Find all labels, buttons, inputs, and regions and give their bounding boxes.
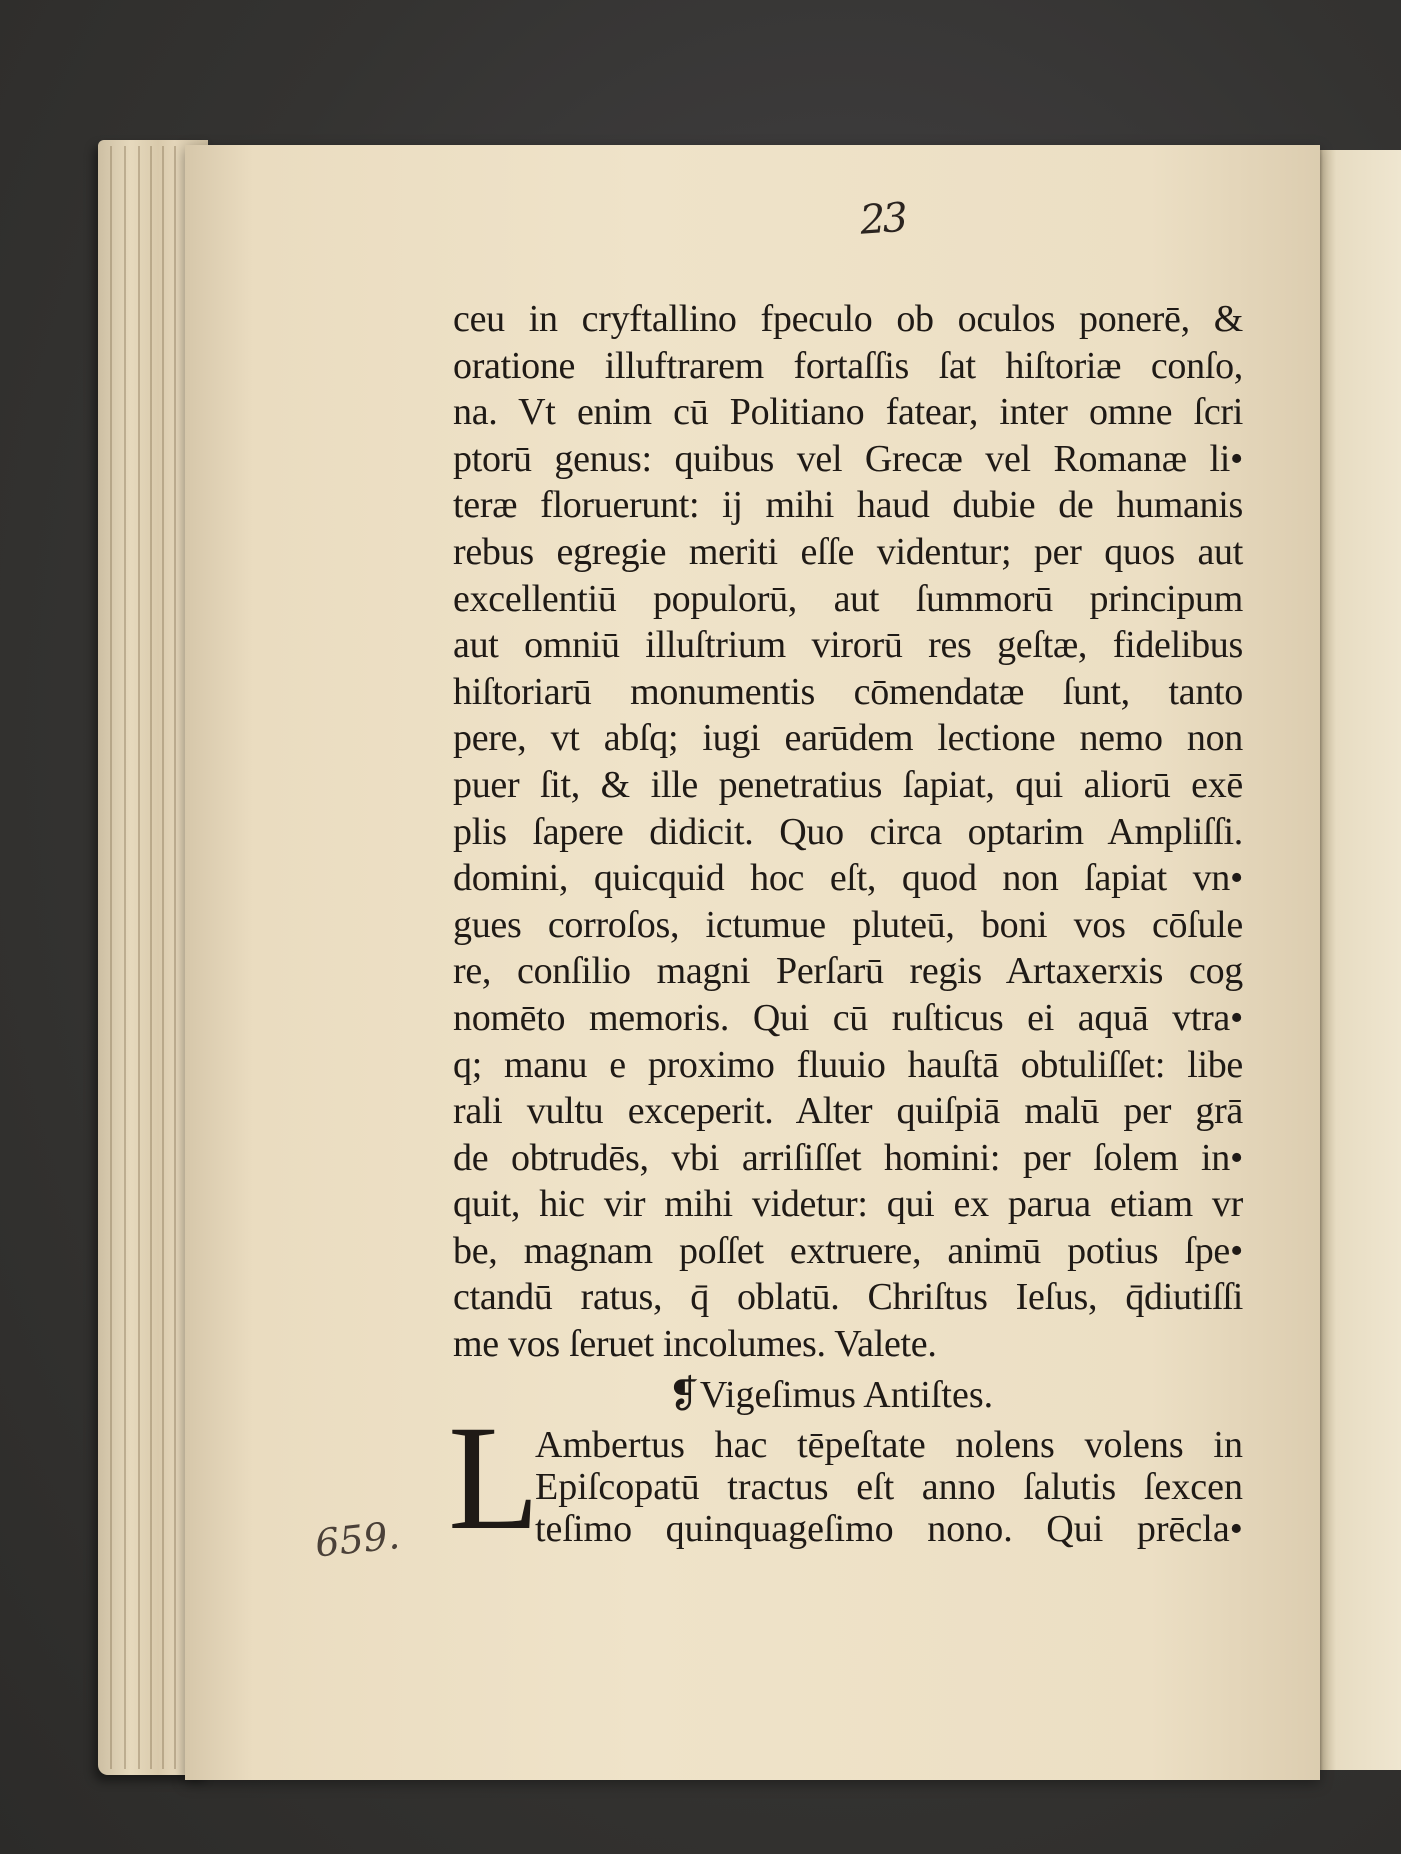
text-line: pere, vt abſq; iugi earūdem lectione nemo non — [453, 717, 1243, 760]
text-line: Ambertus hac tēpeſtate nolens volens in — [535, 1424, 1243, 1466]
text-line: oratione illuftrarem fortaſſis ſat hiſtoriæ conſo, — [453, 344, 1243, 387]
text-line: ctandū ratus, q̄ oblatū. Chriſtus Ieſus, q̄diutiſſi — [453, 1276, 1243, 1319]
text-line: re, conſilio magni Perſarū regis Artaxerxis cog — [453, 950, 1243, 993]
section-heading: ❡Vigeſimus Antiſtes. — [668, 1374, 994, 1416]
text-line: ceu in cryftallino fpeculo ob oculos ponerē, & — [453, 298, 1243, 340]
text-line: hiſtoriarū monumentis cōmendatæ ſunt, tanto — [453, 670, 1243, 713]
page-number: 23 — [858, 194, 907, 244]
drop-cap: L — [448, 1395, 540, 1561]
text-line-last: me vos ſeruet incolumes. Valete. — [453, 1323, 937, 1366]
text-line: de obtrudēs, vbi arriſiſſet homini: per ſolem in• — [453, 1136, 1243, 1179]
text-line: puer ſit, & ille penetratius ſapiat, qui aliorū exē — [453, 763, 1243, 806]
text-line: aut omniū illuſtrium virorū res geſtæ, fidelibus — [453, 624, 1243, 667]
text-line: gues corroſos, ictumue pluteū, boni vos cōſule — [453, 903, 1243, 946]
text-line: ptorū genus: quibus vel Grecæ vel Romanæ li• — [453, 437, 1243, 480]
text-line: rali vultu exceperit. Alter quiſpiā malū per grā — [453, 1090, 1243, 1133]
margin-annotation: 659. — [313, 1513, 402, 1566]
text-line: rebus egregie meriti eſſe videntur; per quos aut — [453, 530, 1243, 573]
text-line: Epiſcopatū tractus eſt anno ſalutis ſexcen — [535, 1466, 1243, 1508]
text-line: domini, quicquid hoc eſt, quod non ſapiat vn• — [453, 857, 1243, 900]
text-line: be, magnam poſſet extruere, animū potius ſpe• — [453, 1229, 1243, 1272]
body-text — [453, 296, 1243, 1368]
text-line: teræ floruerunt: ij mihi haud dubie de humanis — [453, 484, 1243, 527]
paragraph-text — [535, 1424, 1243, 1550]
text-line: q; manu e proximo fluuio hauſtā obtuliſſet: libe — [453, 1043, 1243, 1086]
text-line: na. Vt enim cū Politiano fatear, inter omne ſcri — [453, 391, 1243, 434]
text-line: plis ſapere didicit. Quo circa optarim Ampliſſi. — [453, 810, 1243, 853]
text-line: excellentiū populorū, aut ſummorū principum — [453, 577, 1243, 620]
text-line: teſimo quinquageſimo nono. Qui prēcla• — [535, 1508, 1243, 1550]
text-line: quit, hic vir mihi videtur: qui ex parua etiam vr — [453, 1183, 1243, 1226]
text-line: nomēto memoris. Qui cū ruſticus ei aquā vtra• — [453, 996, 1243, 1039]
facing-page-edge — [1315, 150, 1401, 1770]
